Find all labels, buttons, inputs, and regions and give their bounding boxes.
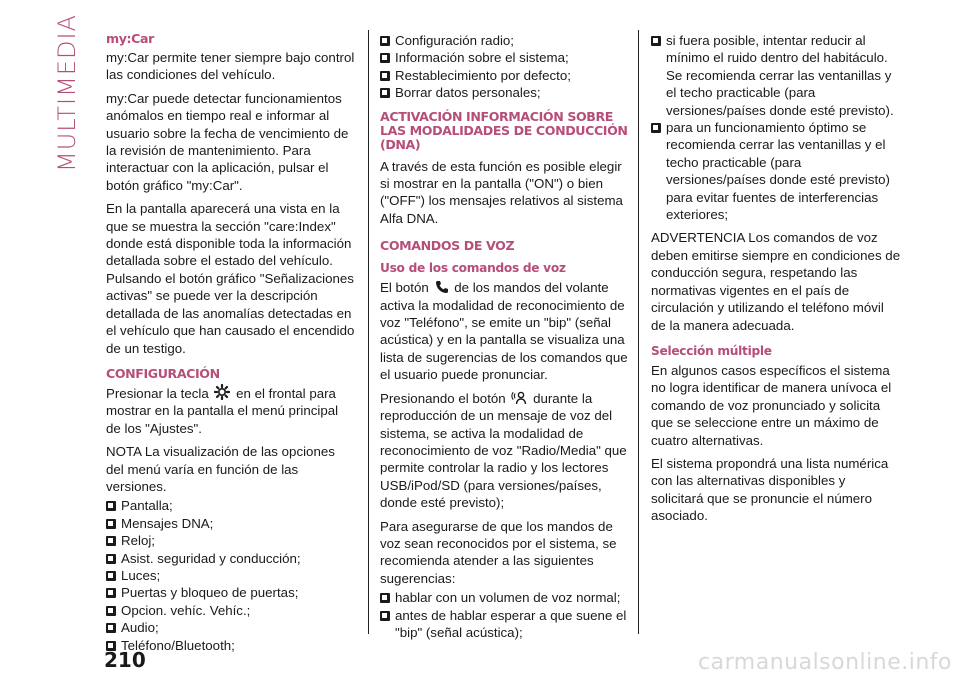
list-item-text: Audio; (121, 620, 159, 636)
list-item (106, 584, 356, 601)
checkbox-bullet-icon (651, 36, 661, 46)
list-item (651, 119, 901, 223)
list-item-text: Pantalla; (121, 498, 173, 514)
column-2 (380, 32, 630, 641)
checkbox-bullet-icon (651, 123, 661, 133)
settings-gear-icon (214, 384, 230, 400)
list-item (106, 550, 356, 567)
paragraph-settings-key (106, 384, 356, 437)
paragraph-phone-button (380, 279, 630, 383)
text-fragment: El botón (380, 280, 429, 296)
list-item (106, 567, 356, 584)
list-item (106, 532, 356, 549)
list-item (106, 497, 356, 514)
list-item (380, 32, 630, 49)
checkbox-bullet-icon (106, 501, 116, 511)
paragraph-voice-button (380, 390, 630, 512)
paragraph: El sistema propondrá una lista numérica con las alternativas disponibles y solicitará que se pronuncie el número asociado. (651, 455, 889, 524)
list-item (106, 619, 356, 636)
heading-mycar: my:Car (106, 31, 154, 46)
paragraph: my:Car puede detectar funcionamientos anómalos en tiempo real e informar al usuario sobre la fecha de vencimiento de la revisión de mantenimiento. Para interactuar con la aplicación, pulsar el botón gráfico "my:Car". (106, 90, 349, 193)
settings-menu-list (106, 497, 356, 654)
paragraph: En la pantalla aparecerá una vista en la que se muestra la sección "care:Index" donde está disponible toda la información detallada sobre el estado del vehículo. Pulsando el botón gráfico "Señalizaciones activas" se puede ver la descripción detallada de las anomalías detectadas en el vehículo que han causado el encendido de un testigo. (106, 201, 355, 356)
list-item (380, 589, 630, 606)
text-fragment: Presionar la tecla (106, 385, 209, 401)
list-item-text: Configuración radio; (395, 33, 515, 48)
voice-tips-list-continued (651, 32, 901, 223)
heading-configuracion: CONFIGURACIÓN (106, 365, 220, 381)
list-item-text: hablar con un volumen de voz normal; (395, 590, 621, 606)
list-item (380, 84, 630, 101)
text-fragment: en el frontal para mostrar en la pantalla el menú principal de los "Ajustes". (106, 385, 339, 436)
section-tab-label: MULTIMEDIA (53, 14, 81, 172)
list-item-text: Luces; (121, 567, 161, 583)
checkbox-bullet-icon (380, 593, 390, 603)
paragraph: Para asegurarse de que los mandos de voz sean reconocidos por el sistema, se recomienda atender a las siguientes sugerencias: (380, 518, 617, 586)
paragraph: A través de esta función es posible elegir si mostrar en la pantalla ("ON") o bien ("OFF") los mensajes relativos al sistema Alfa DNA. (380, 158, 623, 226)
text-fragment: de los mandos del volante activa la modalidad de reconocimiento de voz "Teléfono", se emite un "bip" (señal acústica) y en la pantalla se visualiza una lista de sugerencias de los comandos que el usuario puede pronunciar. (380, 280, 628, 383)
paragraph: En algunos casos específicos el sistema no logra identificar de manera unívoca el comando de voz pronunciado y solicita que se seleccione entre un máximo de cuatro alternativas. (651, 362, 892, 448)
checkbox-bullet-icon (106, 606, 116, 616)
list-item (380, 67, 630, 84)
checkbox-bullet-icon (380, 36, 390, 46)
column-divider-2 (638, 30, 639, 634)
checkbox-bullet-icon (106, 519, 116, 529)
list-item-text: Borrar datos personales; (395, 85, 541, 101)
page-number: 210 (104, 648, 146, 672)
checkbox-bullet-icon (106, 536, 116, 546)
checkbox-bullet-icon (380, 53, 390, 63)
paragraph-note: NOTA La visualización de las opciones del menú varía en función de las versiones. (106, 444, 335, 494)
list-item (651, 32, 901, 119)
list-item-text: Restablecimiento por defecto; (395, 67, 571, 83)
list-item-text: antes de hablar esperar a que suene el "bip" (señal acústica); (395, 607, 627, 640)
list-item-text: Reloj; (121, 533, 155, 549)
voice-command-icon (511, 391, 527, 405)
text-fragment: Presionando el botón (380, 390, 506, 406)
checkbox-bullet-icon (380, 611, 390, 621)
list-item-text: Información sobre el sistema; (395, 50, 569, 66)
list-item-text: para un funcionamiento óptimo se recomienda cerrar las ventanillas y el techo practicable (para versiones/países donde esté previsto) para evitar fuentes de interferencias exteriores; (666, 120, 890, 223)
column-1 (106, 32, 356, 654)
watermark: carmanualsonline.info (698, 650, 952, 675)
checkbox-bullet-icon (106, 571, 116, 581)
list-item (380, 49, 630, 66)
heading-dna: ACTIVACIÓN INFORMACIÓN SOBRE LAS MODALIDADES DE CONDUCCIÓN (DNA) (380, 108, 628, 152)
subheading-uso-comandos: Uso de los comandos de voz (380, 261, 566, 276)
list-item-text: si fuera posible, intentar reducir al mínimo el ruido dentro del habitáculo. Se recomienda cerrar las ventanillas y el techo practicable (para versiones/países donde esté previsto). (666, 33, 894, 118)
section-tab (52, 14, 82, 172)
list-item-text: Mensajes DNA; (121, 515, 214, 531)
list-item (106, 515, 356, 532)
checkbox-bullet-icon (106, 588, 116, 598)
column-3 (651, 32, 901, 531)
voice-tips-list (380, 589, 630, 641)
list-item (106, 602, 356, 619)
checkbox-bullet-icon (380, 71, 390, 81)
list-item (380, 607, 630, 642)
text-fragment: durante la reproducción de un mensaje de voz del sistema, se activa la modalidad de reconocimiento de voz "Radio/Media" que permite controlar la radio y los lectores USB/iPod/SD (para versiones/países, donde esté previsto); (380, 390, 627, 511)
phone-icon (435, 280, 449, 294)
list-item-text: Asist. seguridad y conducción; (121, 550, 301, 566)
list-item-text: Teléfono/Bluetooth; (121, 637, 235, 653)
list-item-text: Opcion. vehíc. Vehíc.; (121, 602, 251, 618)
heading-comandos-de-voz: COMANDOS DE VOZ (380, 238, 515, 254)
paragraph-warning: ADVERTENCIA Los comandos de voz deben emitirse siempre en condiciones de conducción segura, respetando las normativas vigentes en el país de circulación y utilizando el teléfono móvil de la manera adecuada. (651, 230, 901, 333)
checkbox-bullet-icon (380, 88, 390, 98)
checkbox-bullet-icon (106, 554, 116, 564)
paragraph: my:Car permite tener siempre bajo control las condiciones del vehículo. (106, 50, 355, 83)
checkbox-bullet-icon (106, 623, 116, 633)
subheading-seleccion-multiple: Selección múltiple (651, 343, 772, 358)
column-divider-1 (368, 30, 369, 634)
list-item-text: Puertas y bloqueo de puertas; (121, 585, 299, 601)
settings-menu-list-continued (380, 32, 630, 102)
